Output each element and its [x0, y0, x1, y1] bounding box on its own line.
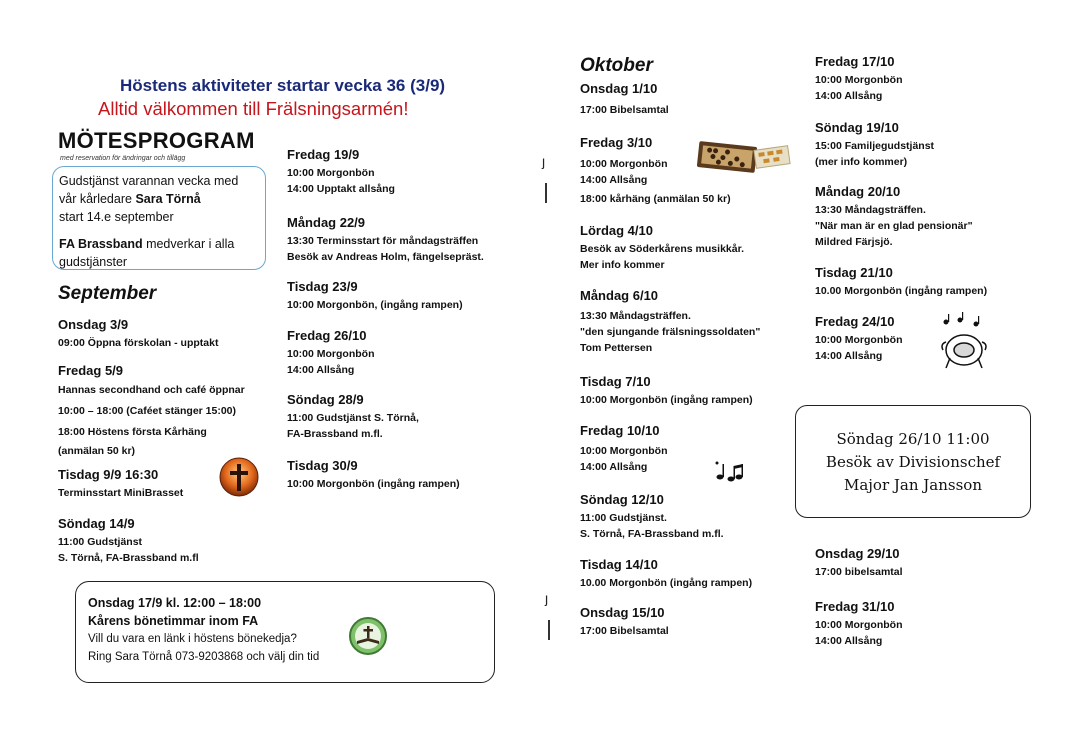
event-line: 14:00 Allsång — [580, 174, 648, 186]
event-line: 18:00 Höstens första Kårhäng — [58, 426, 207, 438]
month-heading-september: September — [58, 283, 157, 304]
event-title: Tisdag 21/10 — [815, 265, 893, 280]
event-line: 10.00 Morgonbön (ingång rampen) — [815, 285, 988, 297]
event-line: 14:00 Allsång — [580, 461, 648, 473]
event-line: 10:00 Morgonbön — [815, 74, 903, 86]
info-line: FA Brassband medverkar i alla — [59, 237, 235, 251]
event-title: Onsdag 29/10 — [815, 546, 900, 561]
event-line: 10:00 Morgonbön (ingång rampen) — [580, 394, 753, 406]
event — [815, 264, 1045, 299]
event — [580, 491, 810, 542]
event — [815, 313, 1045, 364]
event — [580, 222, 810, 273]
event-line: 17:00 bibelsamtal — [815, 566, 903, 578]
event-line: Terminsstart MiniBrasset — [58, 487, 184, 499]
event-line: (anmälan 50 kr) — [58, 445, 136, 457]
special-event-date: Söndag 26/10 11:00 — [836, 430, 990, 448]
event-line: 10:00 Morgonbön — [815, 334, 903, 346]
event-line: 15:00 Familjegudstjänst — [815, 140, 935, 152]
header-subtitle: Höstens aktiviteter startar vecka 36 (3/9) — [120, 76, 446, 95]
event-line: Tom Pettersen — [580, 342, 653, 354]
event-line: 10:00 Morgonbön (ingång rampen) — [287, 478, 460, 490]
event-title: Söndag 12/10 — [580, 492, 664, 507]
event-line: 18:00 kårhäng (anmälan 50 kr) — [580, 193, 731, 205]
event-line: Besök av Söderkårens musikkår. — [580, 243, 745, 255]
header-welcome: Alltid välkommen till Frälsningsarmén! — [98, 98, 409, 119]
event-line: "När man är en glad pensionär" — [815, 220, 973, 232]
event-line: 13:30 Terminsstart för måndagsträffen — [287, 235, 479, 247]
bible-circle-icon — [348, 616, 388, 656]
special-event-box — [795, 405, 1031, 518]
event-line: (mer info kommer) — [815, 156, 908, 168]
music-notes-icon — [714, 460, 744, 484]
program-title: MÖTESPROGRAM — [58, 128, 255, 153]
event-line: 09:00 Öppna förskolan - upptakt — [58, 337, 219, 349]
event-title: Söndag 19/10 — [815, 120, 899, 135]
fold-mark: ȷ — [545, 590, 549, 606]
event — [815, 183, 1045, 250]
event-line: 10:00 Morgonbön — [580, 158, 668, 170]
event-line: 14:00 Upptakt allsång — [287, 183, 395, 195]
event-title: Söndag 14/9 — [58, 516, 135, 531]
event — [58, 316, 288, 351]
info-line: gudstjänster — [59, 255, 128, 269]
event — [287, 278, 517, 313]
event — [580, 556, 810, 591]
event — [287, 146, 517, 197]
event — [580, 604, 810, 639]
event-title: Fredag 31/10 — [815, 599, 895, 614]
singing-character-icon — [938, 312, 990, 370]
event-title: Tisdag 9/9 16:30 — [58, 467, 159, 482]
event — [815, 119, 1045, 170]
event-title: Fredag 26/10 — [287, 328, 367, 343]
event-title: Fredag 10/10 — [580, 423, 660, 438]
fold-mark: ȷ — [542, 153, 546, 169]
event-line: S. Törnå, FA-Brassband m.fl. — [580, 528, 724, 540]
event-line: Mildred Färjsjö. — [815, 236, 893, 248]
prayer-box — [75, 581, 495, 683]
event-title: Fredag 24/10 — [815, 314, 895, 329]
event-line: Besök av Andreas Holm, fängelsepräst. — [287, 251, 484, 263]
event-line: S. Törnå, FA-Brassband m.fl — [58, 552, 199, 564]
event — [287, 457, 517, 492]
event — [580, 287, 810, 356]
event-line: 14:00 Allsång — [815, 635, 883, 647]
event-line: 11:00 Gudstjänst. — [580, 512, 667, 524]
event-title: Onsdag 3/9 — [58, 317, 129, 332]
event-title: Tisdag 14/10 — [580, 557, 658, 572]
prayer-box-text: Ring Sara Törnå 073-9203868 och välj din tid — [88, 651, 320, 663]
event-line: 14:00 Allsång — [287, 364, 355, 376]
event — [815, 53, 1045, 104]
event-title: Onsdag 1/10 — [580, 81, 658, 96]
event-line: FA-Brassband m.fl. — [287, 428, 383, 440]
event-line: "den sjungande frälsningssoldaten" — [580, 326, 761, 338]
event-line: 10:00 Morgonbön — [580, 445, 668, 457]
cross-circle-icon — [218, 456, 260, 498]
event — [287, 391, 517, 442]
event-line: 14:00 Allsång — [815, 350, 883, 362]
leader-name: Sara Törnå — [135, 192, 201, 206]
event-line: 11:00 Gudstjänst — [58, 536, 143, 548]
event-title: Fredag 19/9 — [287, 147, 360, 162]
info-line: Gudstjänst varannan vecka med — [59, 174, 239, 188]
event-line: 10:00 Morgonbön — [287, 348, 375, 360]
event-title: Tisdag 23/9 — [287, 279, 358, 294]
event — [287, 214, 517, 265]
event-line: 10:00 Morgonbön — [287, 167, 375, 179]
event — [287, 327, 517, 378]
event-line: 10:00 Morgonbön — [815, 619, 903, 631]
prayer-box-title: Kårens bönetimmar inom FA — [88, 614, 259, 628]
event-line: 17:00 Bibelsamtal — [580, 104, 669, 116]
event — [580, 80, 810, 118]
event-title: Måndag 22/9 — [287, 215, 366, 230]
event-line: 10:00 Morgonbön, (ingång rampen) — [287, 299, 463, 311]
special-event-line: Besök av Divisionschef — [825, 453, 1001, 471]
event — [815, 545, 1045, 580]
prayer-box-date: Onsdag 17/9 kl. 12:00 – 18:00 — [88, 596, 262, 610]
event-title: Måndag 6/10 — [580, 288, 659, 303]
event-line: 10.00 Morgonbön (ingång rampen) — [580, 577, 753, 589]
event-title: Fredag 17/10 — [815, 54, 895, 69]
event-line: Mer info kommer — [580, 259, 665, 271]
event-title: Lördag 4/10 — [580, 223, 653, 238]
event-title: Tisdag 30/9 — [287, 458, 358, 473]
event — [580, 373, 810, 408]
event-line: 14:00 Allsång — [815, 90, 883, 102]
event — [815, 598, 1045, 649]
brassband-name: FA Brassband — [59, 237, 143, 251]
event-title: Tisdag 7/10 — [580, 374, 651, 389]
fold-mark — [545, 183, 547, 203]
event-line: 11:00 Gudstjänst S. Törnå, — [287, 412, 419, 424]
event — [580, 422, 810, 475]
event-title: Måndag 20/10 — [815, 184, 901, 199]
event-title: Fredag 3/10 — [580, 135, 653, 150]
event — [58, 515, 288, 566]
event-line: 17:00 Bibelsamtal — [580, 625, 669, 637]
fold-mark — [548, 620, 550, 640]
info-line: vår kårledare Sara Törnå — [59, 192, 201, 206]
special-event-line: Major Jan Jansson — [843, 476, 982, 494]
event-line: 10:00 – 18:00 (Caféet stänger 15:00) — [58, 405, 237, 417]
abacus-icon — [697, 138, 791, 174]
month-heading-oktober: Oktober — [580, 55, 653, 76]
event-title: Fredag 5/9 — [58, 363, 124, 378]
info-line: start 14.e september — [59, 210, 174, 224]
event-line: Hannas secondhand och café öppnar — [58, 384, 245, 396]
info-box — [52, 166, 266, 270]
event — [58, 362, 288, 459]
event-line: 13:30 Måndagsträffen. — [580, 310, 691, 322]
event-title: Onsdag 15/10 — [580, 605, 665, 620]
program-subtitle: med reservation för ändringar och tillägg — [60, 155, 186, 162]
event-line: 13:30 Måndagsträffen. — [815, 204, 926, 216]
event-title: Söndag 28/9 — [287, 392, 364, 407]
prayer-box-text: Vill du vara en länk i höstens bönekedja? — [88, 633, 297, 645]
